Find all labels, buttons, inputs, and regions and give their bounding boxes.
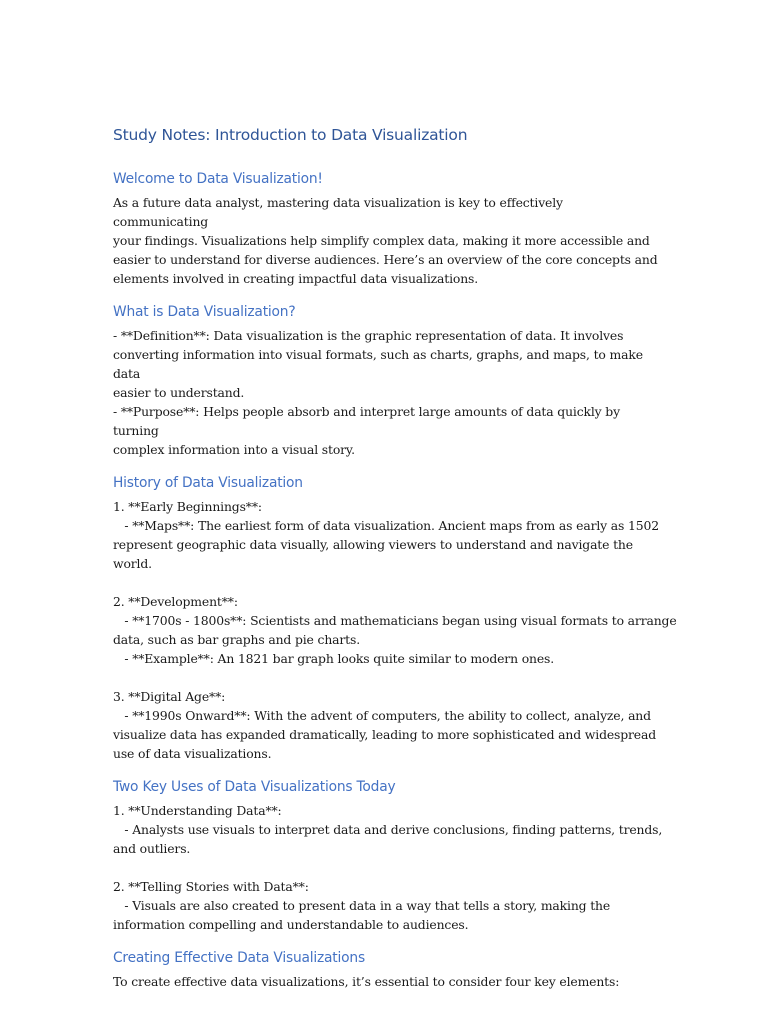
paragraph-line: - **Definition**: Data visualization is the graphic representation of data. It involves <box>113 328 624 343</box>
section-welcome <box>113 165 658 288</box>
list-item-line: use of data visualizations. <box>113 746 272 761</box>
paragraph-line: easier to understand for diverse audiences. Here’s an overview of the core concepts and <box>113 252 658 267</box>
paragraph-line: elements involved in creating impactful data visualizations. <box>113 271 479 286</box>
section-history <box>113 469 677 763</box>
list-item-line: 2. **Telling Stories with Data**: <box>113 879 309 894</box>
document-content <box>113 122 677 991</box>
document-title: Study Notes: Introduction to Data Visualization <box>113 126 468 144</box>
paragraph-line: converting information into visual formats, such as charts, graphs, and maps, to make data <box>113 347 643 381</box>
paragraph-line: To create effective data visualizations, it’s essential to consider four key elements: <box>113 974 620 989</box>
section-heading: Two Key Uses of Data Visualizations Today <box>113 779 396 795</box>
section-what-is <box>113 298 658 459</box>
list-item-line: represent geographic data visually, allowing viewers to understand and navigate the world. <box>113 537 633 571</box>
paragraph-line: complex information into a visual story. <box>113 442 355 457</box>
section-heading: Welcome to Data Visualization! <box>113 171 323 187</box>
list-item-line: - **Example**: An 1821 bar graph looks quite similar to modern ones. <box>113 651 555 666</box>
section-heading: Creating Effective Data Visualizations <box>113 950 365 966</box>
section-creating-effective <box>113 944 658 991</box>
list-item-line: - **Maps**: The earliest form of data visualization. Ancient maps from as early as 1502 <box>113 518 659 533</box>
list-item-line: data, such as bar graphs and pie charts. <box>113 632 360 647</box>
list-item-line: visualize data has expanded dramatically, leading to more sophisticated and widespread <box>113 727 657 742</box>
paragraph-line: easier to understand. <box>113 385 245 400</box>
list-item-line: and outliers. <box>113 841 191 856</box>
list-item-line: - **1700s - 1800s**: Scientists and mathematicians began using visual formats to arrange <box>113 613 677 628</box>
list-item-line: - Visuals are also created to present data in a way that tells a story, making the <box>113 898 611 913</box>
list-item-line: information compelling and understandable to audiences. <box>113 917 469 932</box>
list-item-line: 1. **Understanding Data**: <box>113 803 282 818</box>
list-item-line: 2. **Development**: <box>113 594 238 609</box>
paragraph-line: - **Purpose**: Helps people absorb and interpret large amounts of data quickly by turning <box>113 404 620 438</box>
list-item-line: - Analysts use visuals to interpret data and derive conclusions, finding patterns, trends, <box>113 822 663 837</box>
section-heading: History of Data Visualization <box>113 475 303 491</box>
list-item-line: 3. **Digital Age**: <box>113 689 226 704</box>
section-key-uses <box>113 773 663 934</box>
paragraph-line: your findings. Visualizations help simplify complex data, making it more accessible and <box>113 233 650 248</box>
list-item-line: 1. **Early Beginnings**: <box>113 499 262 514</box>
section-heading: What is Data Visualization? <box>113 304 296 320</box>
paragraph-line: As a future data analyst, mastering data visualization is key to effectively communicating <box>113 195 563 229</box>
list-item-line: - **1990s Onward**: With the advent of computers, the ability to collect, analyze, and <box>113 708 651 723</box>
